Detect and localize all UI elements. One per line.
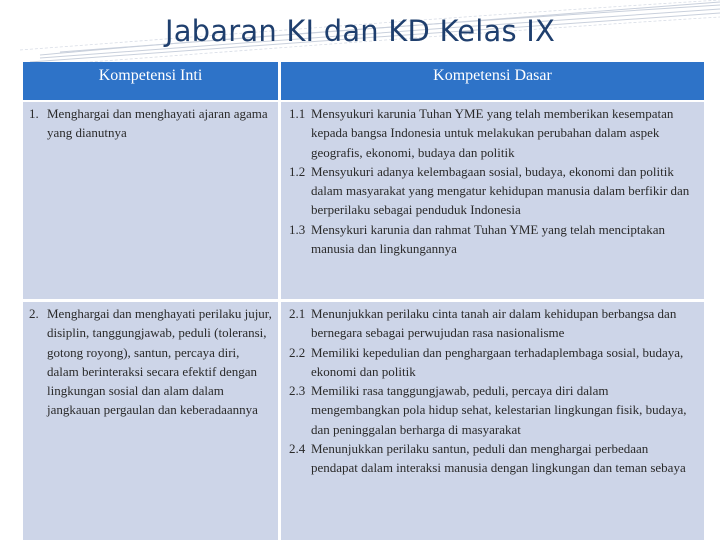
kd-number: 2.3: [289, 383, 306, 399]
kd-text: Menunjukkan perilaku cinta tanah air dalam kehidupan berbangsa dan bernegara sebagai perwujudan rasa nasionalisme: [311, 306, 677, 341]
kd-text: Menunjukkan perilaku santun, peduli dan menghargai perbedaan pendapat dalam interaksi manusia dengan lingkungan dan teman sebaya: [311, 441, 686, 476]
ki-text: Menghargai dan menghayati ajaran agama yang dianutnya: [47, 106, 268, 141]
kd-item: [289, 343, 698, 382]
kd-text: Mensykuri karunia dan rahmat Tuhan YME yang telah menciptakan manusia dan lingkungannya: [311, 221, 666, 257]
ki-cell-1: [23, 102, 278, 299]
header-kompetensi-dasar: Kompetensi Dasar: [281, 62, 704, 100]
kd-item: [289, 220, 698, 259]
ki-cell-2: [23, 302, 278, 540]
kd-number: 1.1: [289, 106, 306, 121]
kd-number: 2.2: [289, 344, 306, 360]
kd-text: Mensyukuri adanya kelembagaan sosial, budaya, ekonomi dan politik dalam masyarakat yang mengatur kehidupan manusia dalam berfikir dan berperilaku sebagai penduduk Indonesia: [311, 163, 690, 218]
kd-item: [289, 104, 698, 162]
kd-item: [289, 439, 698, 478]
kd-number: 1.3: [289, 221, 306, 237]
ki-number: 2.: [29, 306, 39, 321]
kd-text: Mensyukuri karunia Tuhan YME yang telah memberikan kesempatan kepada bangsa Indonesia untuk melakukan perubahan dalam aspek geografis, ekonomi, budaya dan politik: [311, 106, 674, 160]
ki-text: Menghargai dan menghayati perilaku jujur, disiplin, tanggungjawab, peduli (toleransi, gotong royong), santun, percaya diri, dalam berinteraksi secara efektif dengan lingkungan sosial dan alam dalam jangkauan pergaulan dan keberadaannya: [47, 306, 272, 418]
ki-kd-table: [23, 62, 704, 540]
kd-number: 1.2: [289, 163, 306, 179]
header-kompetensi-inti: Kompetensi Inti: [23, 62, 278, 100]
kd-number: 2.4: [289, 441, 306, 457]
kd-number: 2.1: [289, 306, 306, 321]
kd-text: Memiliki rasa tanggungjawab, peduli, percaya diri dalam mengembangkan pola hidup sehat, kelestarian lingkungan fisik, budaya, dan peninggalan berharga di masyarakat: [311, 383, 687, 437]
ki-item: [29, 304, 272, 420]
kd-cell-2: [281, 302, 704, 540]
ki-item: [29, 104, 272, 143]
kd-item: [289, 304, 698, 343]
kd-cell-1: [281, 102, 704, 299]
page-title: Jabaran KI dan KD Kelas IX: [164, 14, 556, 48]
kd-item: [289, 162, 698, 220]
kd-item: [289, 381, 698, 439]
kd-text: Memiliki kepedulian dan penghargaan terhadaplembaga sosial, budaya, ekonomi dan politik: [311, 344, 684, 379]
ki-number: 1.: [29, 106, 39, 121]
